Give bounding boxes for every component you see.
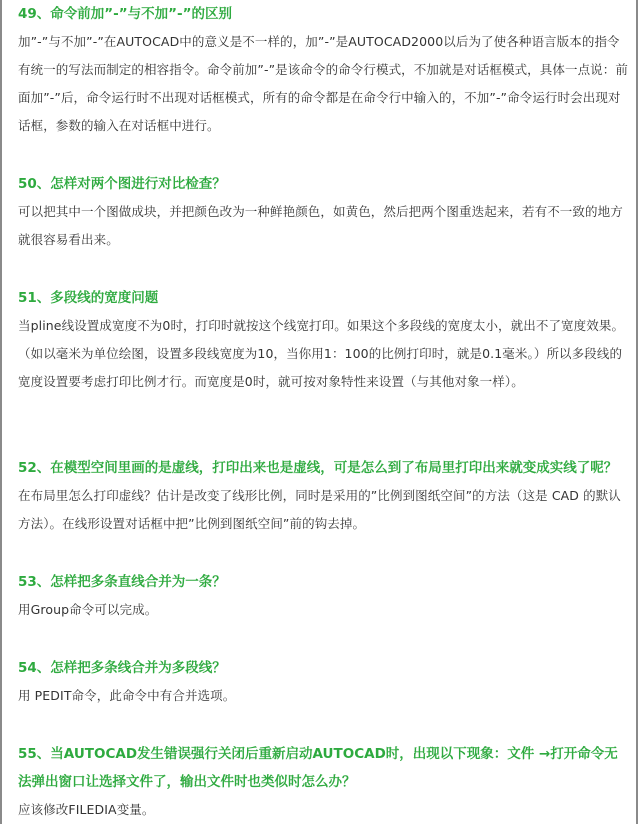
question-heading: 54、怎样把多条线合并为多段线？ — [18, 660, 226, 676]
answer-text: 用Group命令可以完成。 — [18, 602, 158, 617]
question-heading: 51、多段线的宽度问题 — [18, 290, 159, 306]
faq-item-52 — [18, 454, 628, 538]
answer-text: 在布局里怎么打印虚线？估计是改变了线形比例，同时是采用的”比例到图纸空间”的方法（这是 CAD 的默认方法）。在线形设置对话框中把”比例到图纸空间”前的钩去掉。 — [18, 488, 621, 531]
question-heading: 55、当AUTOCAD发生错误强行关闭后重新启动AUTOCAD时，出现以下现象：文件 →打开命令无法弹出窗口让选择文件了，输出文件时也类似时怎么办？ — [18, 746, 618, 790]
faq-item-50 — [18, 170, 628, 254]
question-heading: 53、怎样把多条直线合并为一条？ — [18, 574, 226, 590]
faq-item-54 — [18, 654, 628, 710]
answer-text: 用 PEDIT命令，此命令中有合并选项。 — [18, 688, 236, 703]
faq-item-49 — [18, 0, 628, 140]
answer-text: 加”-”与不加”-”在AUTOCAD中的意义是不一样的，加”-”是AUTOCAD2000以后为了使各种语言版本的指令有统一的写法而制定的相容指令。命令前加”-”是该命令的命令行模式，不加就是对话框模式，具体一点说：前面加”-”后，命令运行时不出现对话框模式，所有的命令都是在命令行中输入的，不加”-”命令运行时会出现对话框，参数的输入在对话框中进行。 — [18, 34, 628, 133]
question-heading: 52、在模型空间里画的是虚线，打印出来也是虚线，可是怎么到了布局里打印出来就变成实线了呢？ — [18, 460, 618, 476]
answer-text: 应该修改FILEDIA变量。 — [18, 802, 155, 817]
faq-item-55 — [18, 740, 628, 824]
faq-item-51 — [18, 284, 628, 396]
faq-item-53 — [18, 568, 628, 624]
answer-text: 当pline线设置成宽度不为0时，打印时就按这个线宽打印。如果这个多段线的宽度太小，就出不了宽度效果。（如以毫米为单位绘图，设置多段线宽度为10，当你用1：100的比例打印时，就是0.1毫米。）所以多段线的宽度设置要考虑打印比例才行。而宽度是0时，就可按对象特性来设置（与其他对象一样）。 — [18, 318, 625, 389]
question-heading: 50、怎样对两个图进行对比检查？ — [18, 176, 226, 192]
answer-text: 可以把其中一个图做成块，并把颜色改为一种鲜艳颜色，如黄色，然后把两个图重迭起来，若有不一致的地方就很容易看出来。 — [18, 204, 623, 247]
question-heading: 49、命令前加”-”与不加”-”的区别 — [18, 6, 232, 22]
